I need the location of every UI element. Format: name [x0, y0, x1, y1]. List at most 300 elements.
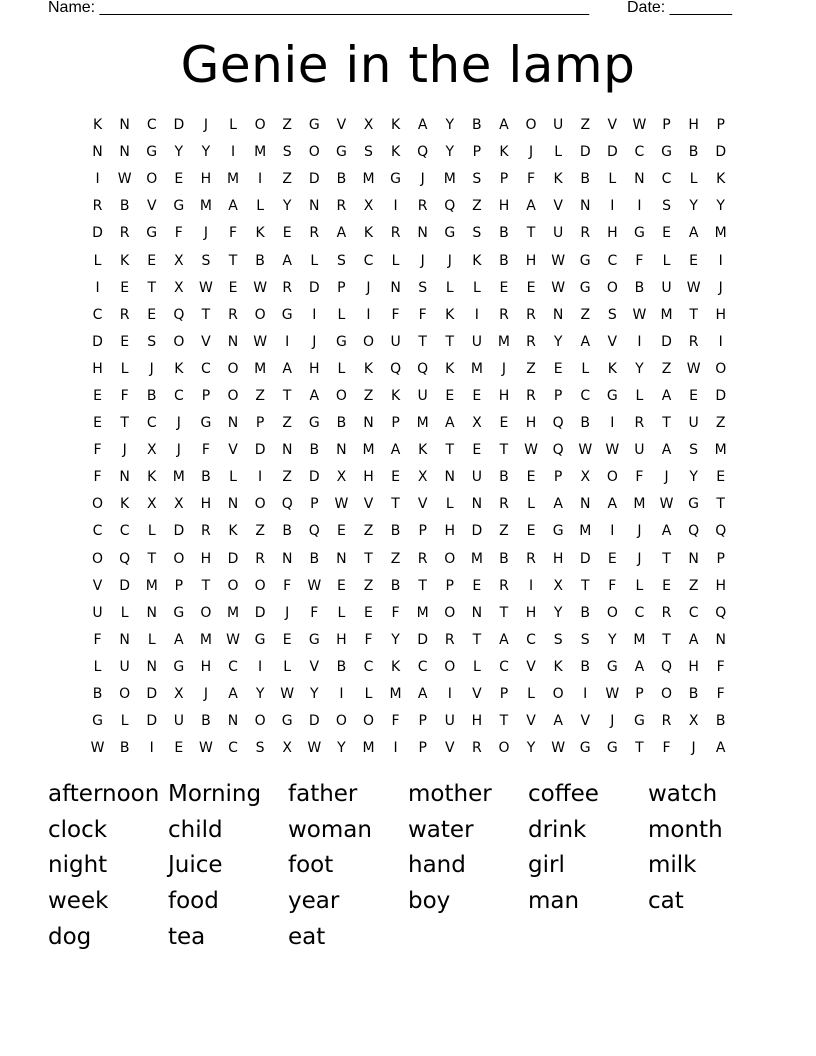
- grid-letter[interactable]: E: [147, 306, 157, 323]
- grid-letter[interactable]: N: [471, 496, 483, 513]
- grid-letter[interactable]: U: [634, 442, 645, 459]
- grid-letter[interactable]: F: [391, 713, 400, 730]
- grid-letter[interactable]: E: [93, 415, 102, 432]
- grid-letter[interactable]: L: [445, 279, 454, 296]
- grid-letter[interactable]: W: [551, 279, 566, 296]
- grid-letter[interactable]: L: [337, 306, 346, 323]
- grid-letter[interactable]: N: [363, 415, 374, 432]
- grid-letter[interactable]: F: [527, 171, 536, 188]
- grid-letter[interactable]: A: [526, 198, 536, 215]
- grid-letter[interactable]: L: [337, 604, 346, 621]
- grid-letter[interactable]: A: [553, 713, 563, 730]
- grid-letter[interactable]: N: [552, 306, 564, 323]
- grid-letter[interactable]: N: [92, 144, 103, 161]
- grid-letter[interactable]: W: [605, 442, 620, 459]
- grid-letter[interactable]: L: [120, 360, 129, 377]
- grid-letter[interactable]: D: [308, 713, 320, 730]
- grid-letter[interactable]: W: [551, 252, 566, 269]
- grid-letter[interactable]: I: [637, 198, 642, 215]
- grid-letter[interactable]: T: [499, 604, 509, 621]
- grid-letter[interactable]: G: [390, 171, 401, 188]
- grid-letter[interactable]: E: [472, 442, 482, 459]
- grid-letter[interactable]: P: [418, 713, 427, 730]
- grid-letter[interactable]: Z: [688, 577, 699, 594]
- grid-letter[interactable]: C: [607, 252, 618, 269]
- grid-letter[interactable]: U: [390, 333, 401, 350]
- grid-letter[interactable]: K: [120, 252, 130, 269]
- grid-letter[interactable]: E: [174, 740, 184, 757]
- grid-letter[interactable]: Z: [580, 306, 591, 323]
- grid-letter[interactable]: R: [688, 333, 699, 350]
- grid-letter[interactable]: B: [201, 469, 211, 486]
- grid-letter[interactable]: D: [661, 333, 672, 350]
- grid-letter[interactable]: O: [715, 360, 727, 377]
- grid-letter[interactable]: G: [173, 198, 185, 215]
- grid-letter[interactable]: D: [146, 713, 158, 730]
- grid-letter[interactable]: O: [498, 740, 510, 757]
- grid-letter[interactable]: X: [282, 740, 292, 757]
- grid-letter[interactable]: Y: [526, 740, 536, 757]
- grid-letter[interactable]: I: [583, 686, 588, 703]
- grid-letter[interactable]: C: [363, 252, 374, 269]
- grid-letter[interactable]: Z: [282, 469, 292, 486]
- grid-letter[interactable]: P: [499, 171, 509, 188]
- grid-letter[interactable]: Y: [310, 686, 319, 703]
- grid-letter[interactable]: P: [635, 686, 644, 703]
- grid-letter[interactable]: U: [173, 713, 184, 730]
- grid-letter[interactable]: O: [552, 686, 564, 703]
- grid-letter[interactable]: A: [688, 225, 699, 242]
- grid-letter[interactable]: W: [334, 496, 349, 513]
- grid-letter[interactable]: O: [254, 577, 266, 594]
- grid-letter[interactable]: B: [580, 658, 591, 675]
- grid-letter[interactable]: L: [93, 252, 102, 269]
- grid-letter[interactable]: B: [282, 523, 292, 540]
- grid-letter[interactable]: A: [282, 252, 292, 269]
- grid-letter[interactable]: H: [688, 117, 699, 134]
- grid-letter[interactable]: Y: [689, 198, 698, 215]
- grid-letter[interactable]: K: [553, 171, 563, 188]
- grid-letter[interactable]: U: [688, 415, 699, 432]
- grid-letter[interactable]: M: [470, 550, 483, 567]
- grid-letter[interactable]: M: [145, 577, 158, 594]
- grid-letter[interactable]: J: [203, 225, 208, 242]
- grid-letter[interactable]: Z: [282, 117, 292, 134]
- grid-letter[interactable]: H: [715, 577, 726, 594]
- grid-letter[interactable]: A: [553, 496, 563, 513]
- grid-letter[interactable]: E: [662, 225, 671, 242]
- grid-letter[interactable]: C: [146, 415, 157, 432]
- grid-letter[interactable]: F: [716, 658, 725, 675]
- grid-letter[interactable]: M: [416, 604, 429, 621]
- grid-letter[interactable]: E: [662, 577, 671, 594]
- grid-letter[interactable]: J: [203, 117, 208, 134]
- grid-letter[interactable]: W: [605, 686, 620, 703]
- grid-letter[interactable]: B: [499, 469, 509, 486]
- grid-letter[interactable]: O: [525, 117, 537, 134]
- grid-letter[interactable]: I: [610, 198, 615, 215]
- grid-letter[interactable]: H: [525, 604, 537, 621]
- grid-letter[interactable]: G: [606, 740, 618, 757]
- grid-letter[interactable]: J: [285, 604, 290, 621]
- grid-letter[interactable]: Z: [526, 360, 536, 377]
- grid-letter[interactable]: L: [527, 686, 535, 703]
- grid-letter[interactable]: Q: [281, 496, 293, 513]
- grid-letter[interactable]: H: [525, 415, 537, 432]
- grid-letter[interactable]: E: [499, 279, 509, 296]
- grid-letter[interactable]: J: [420, 171, 425, 188]
- grid-letter[interactable]: W: [280, 686, 295, 703]
- grid-letter[interactable]: H: [471, 713, 483, 730]
- grid-letter[interactable]: L: [120, 713, 129, 730]
- grid-letter[interactable]: O: [335, 713, 347, 730]
- grid-letter[interactable]: B: [92, 686, 103, 703]
- grid-letter[interactable]: I: [610, 523, 615, 540]
- grid-letter[interactable]: N: [146, 658, 157, 675]
- grid-letter[interactable]: D: [471, 523, 483, 540]
- grid-letter[interactable]: Z: [472, 198, 482, 215]
- grid-letter[interactable]: E: [391, 469, 400, 486]
- grid-letter[interactable]: E: [607, 550, 617, 567]
- grid-letter[interactable]: H: [200, 550, 212, 567]
- grid-letter[interactable]: L: [93, 658, 102, 675]
- grid-letter[interactable]: R: [526, 333, 536, 350]
- grid-letter[interactable]: Z: [580, 117, 591, 134]
- grid-letter[interactable]: X: [363, 117, 374, 134]
- grid-letter[interactable]: T: [391, 496, 400, 513]
- grid-letter[interactable]: B: [580, 604, 591, 621]
- grid-letter[interactable]: S: [282, 144, 292, 161]
- grid-letter[interactable]: O: [254, 496, 266, 513]
- grid-letter[interactable]: D: [254, 604, 266, 621]
- grid-letter[interactable]: T: [201, 577, 211, 594]
- grid-letter[interactable]: M: [254, 144, 267, 161]
- grid-letter[interactable]: H: [552, 550, 564, 567]
- grid-letter[interactable]: X: [417, 469, 428, 486]
- grid-letter[interactable]: V: [228, 442, 238, 459]
- grid-letter[interactable]: R: [499, 306, 509, 323]
- grid-letter[interactable]: Y: [391, 631, 400, 648]
- grid-letter[interactable]: I: [339, 686, 344, 703]
- grid-letter[interactable]: G: [146, 225, 158, 242]
- grid-letter[interactable]: X: [472, 415, 482, 432]
- grid-letter[interactable]: M: [362, 171, 375, 188]
- grid-letter[interactable]: O: [254, 117, 266, 134]
- grid-letter[interactable]: N: [579, 198, 591, 215]
- grid-letter[interactable]: N: [281, 550, 293, 567]
- grid-letter[interactable]: E: [120, 333, 130, 350]
- grid-letter[interactable]: O: [606, 604, 618, 621]
- grid-letter[interactable]: S: [553, 631, 563, 648]
- grid-letter[interactable]: J: [501, 360, 507, 377]
- grid-letter[interactable]: L: [581, 360, 590, 377]
- grid-letter[interactable]: F: [93, 631, 102, 648]
- grid-letter[interactable]: B: [146, 387, 157, 404]
- grid-letter[interactable]: T: [120, 415, 129, 432]
- grid-letter[interactable]: T: [228, 252, 238, 269]
- grid-letter[interactable]: C: [526, 631, 536, 648]
- grid-letter[interactable]: T: [689, 306, 698, 323]
- grid-letter[interactable]: G: [552, 523, 564, 540]
- grid-letter[interactable]: K: [174, 360, 184, 377]
- grid-letter[interactable]: S: [201, 252, 211, 269]
- grid-letter[interactable]: N: [146, 604, 157, 621]
- grid-letter[interactable]: W: [307, 577, 322, 594]
- grid-letter[interactable]: C: [688, 604, 699, 621]
- grid-letter[interactable]: K: [255, 225, 265, 242]
- grid-letter[interactable]: N: [227, 496, 239, 513]
- grid-letter[interactable]: Y: [201, 144, 211, 161]
- grid-letter[interactable]: V: [553, 198, 563, 215]
- grid-letter[interactable]: K: [147, 469, 157, 486]
- grid-letter[interactable]: O: [119, 686, 131, 703]
- grid-letter[interactable]: Q: [308, 523, 320, 540]
- grid-letter[interactable]: C: [228, 740, 238, 757]
- grid-letter[interactable]: C: [580, 387, 591, 404]
- grid-letter[interactable]: B: [119, 740, 130, 757]
- grid-letter[interactable]: F: [391, 306, 400, 323]
- grid-letter[interactable]: G: [308, 117, 320, 134]
- grid-letter[interactable]: I: [393, 198, 398, 215]
- grid-letter[interactable]: Q: [688, 523, 700, 540]
- grid-letter[interactable]: G: [173, 604, 185, 621]
- grid-letter[interactable]: D: [92, 225, 103, 242]
- grid-letter[interactable]: B: [688, 686, 699, 703]
- grid-letter[interactable]: B: [336, 658, 347, 675]
- grid-letter[interactable]: D: [173, 523, 185, 540]
- grid-letter[interactable]: Y: [445, 117, 455, 134]
- grid-letter[interactable]: L: [256, 198, 265, 215]
- grid-letter[interactable]: P: [716, 117, 725, 134]
- grid-letter[interactable]: G: [633, 225, 645, 242]
- grid-letter[interactable]: T: [445, 333, 455, 350]
- grid-letter[interactable]: G: [308, 631, 320, 648]
- grid-letter[interactable]: E: [526, 469, 536, 486]
- grid-letter[interactable]: M: [362, 740, 375, 757]
- grid-letter[interactable]: O: [606, 279, 618, 296]
- grid-letter[interactable]: R: [417, 550, 428, 567]
- grid-letter[interactable]: M: [172, 469, 185, 486]
- grid-letter[interactable]: X: [553, 577, 563, 594]
- grid-letter[interactable]: I: [637, 333, 642, 350]
- grid-letter[interactable]: B: [499, 550, 509, 567]
- grid-letter[interactable]: T: [499, 713, 509, 730]
- grid-letter[interactable]: V: [309, 658, 320, 675]
- grid-letter[interactable]: M: [362, 442, 375, 459]
- grid-letter[interactable]: B: [119, 198, 130, 215]
- grid-letter[interactable]: N: [634, 171, 645, 188]
- grid-letter[interactable]: N: [444, 469, 455, 486]
- grid-letter[interactable]: N: [119, 631, 130, 648]
- grid-letter[interactable]: D: [417, 631, 429, 648]
- grid-letter[interactable]: R: [119, 225, 130, 242]
- grid-letter[interactable]: A: [715, 740, 726, 757]
- grid-letter[interactable]: R: [282, 279, 293, 296]
- grid-letter[interactable]: B: [499, 225, 509, 242]
- grid-letter[interactable]: X: [174, 496, 184, 513]
- grid-letter[interactable]: E: [716, 469, 726, 486]
- grid-letter[interactable]: O: [661, 686, 673, 703]
- grid-letter[interactable]: C: [201, 360, 211, 377]
- grid-letter[interactable]: D: [715, 387, 727, 404]
- grid-letter[interactable]: J: [203, 686, 208, 703]
- grid-letter[interactable]: L: [229, 469, 237, 486]
- grid-letter[interactable]: O: [362, 713, 374, 730]
- grid-letter[interactable]: F: [120, 387, 129, 404]
- grid-letter[interactable]: T: [418, 333, 427, 350]
- grid-letter[interactable]: J: [176, 415, 181, 432]
- grid-letter[interactable]: T: [499, 442, 509, 459]
- grid-letter[interactable]: I: [258, 469, 263, 486]
- grid-letter[interactable]: V: [444, 740, 455, 757]
- grid-letter[interactable]: O: [92, 496, 104, 513]
- grid-letter[interactable]: L: [635, 577, 644, 594]
- grid-letter[interactable]: H: [498, 198, 510, 215]
- grid-letter[interactable]: Y: [553, 333, 563, 350]
- grid-letter[interactable]: W: [253, 333, 268, 350]
- grid-letter[interactable]: G: [688, 496, 700, 513]
- grid-letter[interactable]: W: [226, 631, 240, 648]
- grid-letter[interactable]: E: [472, 577, 482, 594]
- grid-letter[interactable]: H: [336, 631, 347, 648]
- grid-letter[interactable]: V: [526, 713, 536, 730]
- grid-letter[interactable]: Y: [716, 198, 725, 215]
- grid-letter[interactable]: J: [718, 279, 723, 296]
- grid-letter[interactable]: L: [689, 171, 698, 188]
- grid-letter[interactable]: D: [579, 550, 591, 567]
- grid-letter[interactable]: Z: [363, 387, 374, 404]
- grid-letter[interactable]: A: [688, 631, 699, 648]
- grid-letter[interactable]: H: [200, 171, 212, 188]
- grid-letter[interactable]: L: [310, 252, 319, 269]
- grid-letter[interactable]: V: [92, 577, 103, 594]
- grid-letter[interactable]: Z: [390, 550, 401, 567]
- grid-letter[interactable]: G: [444, 225, 456, 242]
- grid-letter[interactable]: A: [282, 360, 292, 377]
- grid-letter[interactable]: N: [471, 604, 483, 621]
- grid-letter[interactable]: N: [227, 415, 239, 432]
- grid-letter[interactable]: J: [149, 360, 154, 377]
- grid-letter[interactable]: F: [716, 686, 725, 703]
- grid-letter[interactable]: Q: [417, 144, 429, 161]
- grid-letter[interactable]: X: [336, 469, 347, 486]
- grid-letter[interactable]: U: [471, 333, 482, 350]
- grid-letter[interactable]: X: [580, 469, 591, 486]
- grid-letter[interactable]: I: [447, 686, 452, 703]
- grid-letter[interactable]: O: [173, 550, 185, 567]
- grid-letter[interactable]: D: [227, 550, 239, 567]
- grid-letter[interactable]: B: [688, 144, 699, 161]
- grid-letter[interactable]: P: [391, 415, 400, 432]
- grid-letter[interactable]: M: [199, 631, 212, 648]
- grid-letter[interactable]: W: [659, 496, 674, 513]
- grid-letter[interactable]: Z: [661, 360, 672, 377]
- grid-letter[interactable]: O: [173, 333, 185, 350]
- grid-letter[interactable]: B: [580, 171, 591, 188]
- grid-letter[interactable]: E: [499, 415, 509, 432]
- grid-letter[interactable]: Z: [715, 415, 726, 432]
- grid-letter[interactable]: U: [553, 117, 564, 134]
- grid-letter[interactable]: O: [444, 550, 456, 567]
- grid-letter[interactable]: K: [607, 360, 617, 377]
- grid-letter[interactable]: M: [416, 415, 429, 432]
- grid-letter[interactable]: L: [229, 117, 237, 134]
- grid-letter[interactable]: U: [92, 604, 103, 621]
- grid-letter[interactable]: P: [662, 117, 671, 134]
- grid-letter[interactable]: G: [579, 279, 591, 296]
- grid-letter[interactable]: Z: [282, 171, 292, 188]
- grid-letter[interactable]: M: [226, 171, 240, 188]
- grid-letter[interactable]: E: [93, 387, 102, 404]
- grid-letter[interactable]: K: [390, 144, 401, 161]
- grid-letter[interactable]: K: [363, 225, 374, 242]
- grid-letter[interactable]: B: [580, 415, 591, 432]
- grid-letter[interactable]: A: [580, 333, 591, 350]
- grid-letter[interactable]: R: [499, 496, 509, 513]
- grid-letter[interactable]: R: [661, 713, 672, 730]
- grid-letter[interactable]: E: [336, 523, 346, 540]
- grid-letter[interactable]: I: [312, 306, 317, 323]
- grid-letter[interactable]: K: [390, 387, 401, 404]
- grid-letter[interactable]: A: [661, 523, 672, 540]
- grid-letter[interactable]: I: [718, 333, 723, 350]
- grid-letter[interactable]: P: [418, 523, 427, 540]
- grid-letter[interactable]: F: [364, 631, 373, 648]
- grid-letter[interactable]: R: [661, 604, 672, 621]
- grid-letter[interactable]: P: [174, 577, 184, 594]
- grid-letter[interactable]: M: [660, 306, 673, 323]
- grid-letter[interactable]: A: [661, 387, 672, 404]
- grid-letter[interactable]: F: [635, 469, 644, 486]
- grid-letter[interactable]: E: [553, 360, 563, 377]
- grid-letter[interactable]: B: [390, 577, 401, 594]
- grid-letter[interactable]: X: [363, 198, 374, 215]
- grid-letter[interactable]: I: [366, 306, 371, 323]
- grid-letter[interactable]: P: [553, 387, 563, 404]
- grid-letter[interactable]: H: [200, 496, 212, 513]
- grid-letter[interactable]: K: [418, 442, 428, 459]
- grid-letter[interactable]: T: [364, 550, 373, 567]
- grid-letter[interactable]: E: [689, 387, 699, 404]
- grid-letter[interactable]: E: [336, 577, 346, 594]
- grid-letter[interactable]: O: [92, 550, 104, 567]
- grid-letter[interactable]: M: [714, 442, 727, 459]
- grid-letter[interactable]: W: [90, 740, 105, 757]
- grid-letter[interactable]: Y: [174, 144, 184, 161]
- grid-letter[interactable]: H: [688, 658, 699, 675]
- grid-letter[interactable]: I: [610, 415, 615, 432]
- grid-letter[interactable]: L: [147, 631, 156, 648]
- grid-letter[interactable]: D: [173, 117, 185, 134]
- grid-letter[interactable]: S: [580, 631, 590, 648]
- grid-letter[interactable]: E: [282, 225, 292, 242]
- grid-letter[interactable]: S: [662, 198, 671, 215]
- grid-letter[interactable]: S: [255, 740, 265, 757]
- grid-letter[interactable]: F: [662, 740, 671, 757]
- grid-letter[interactable]: N: [715, 631, 726, 648]
- grid-letter[interactable]: W: [632, 306, 647, 323]
- grid-letter[interactable]: R: [580, 225, 591, 242]
- grid-letter[interactable]: Q: [119, 550, 131, 567]
- grid-letter[interactable]: J: [366, 279, 371, 296]
- grid-letter[interactable]: P: [337, 279, 346, 296]
- grid-letter[interactable]: W: [524, 442, 538, 459]
- grid-letter[interactable]: D: [92, 333, 103, 350]
- grid-letter[interactable]: O: [444, 658, 456, 675]
- grid-letter[interactable]: R: [526, 550, 536, 567]
- grid-letter[interactable]: Q: [417, 360, 429, 377]
- grid-letter[interactable]: I: [95, 279, 100, 296]
